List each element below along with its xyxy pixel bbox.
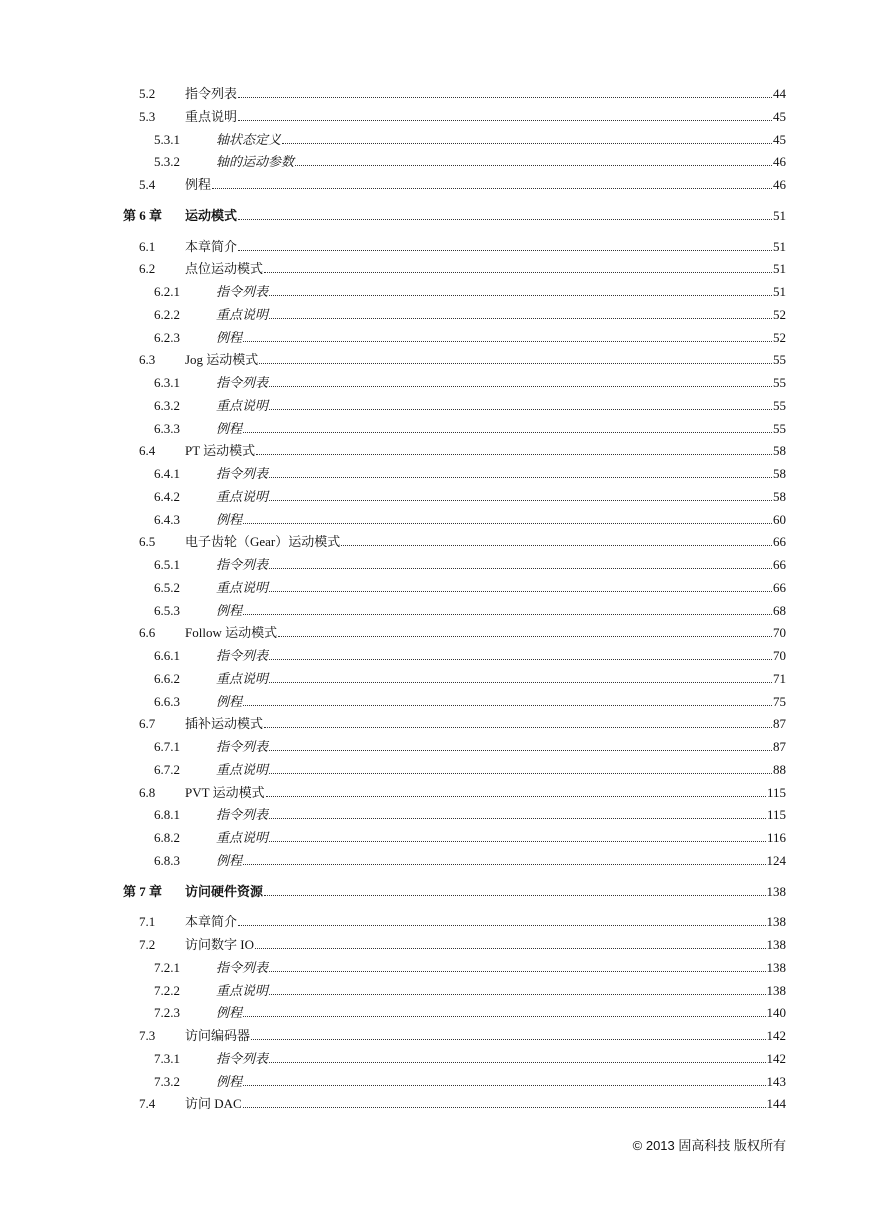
toc-entry-title: 指令列表 xyxy=(216,959,269,975)
toc-page-number: 58 xyxy=(773,466,786,481)
toc-entry-number: 6.8.2 xyxy=(154,830,180,845)
toc-dot-leader xyxy=(264,894,765,896)
toc-entry-title: 重点说明 xyxy=(216,830,269,845)
toc-entry-line xyxy=(185,349,786,372)
toc-dot-leader xyxy=(238,249,772,251)
toc-section-entry[interactable] xyxy=(0,934,869,957)
toc-entry-number: 7.4 xyxy=(139,1096,156,1112)
toc-page-number: 138 xyxy=(766,982,786,998)
toc-page-number: 138 xyxy=(766,883,786,899)
toc-dot-leader xyxy=(269,385,772,387)
toc-entry-number: 6.5.1 xyxy=(154,557,180,572)
toc-page-number: 55 xyxy=(773,352,786,368)
toc-entry-number: 第 7 章 xyxy=(123,883,163,899)
toc-page-number: 138 xyxy=(766,914,786,930)
toc-entry-title: 例程 xyxy=(216,602,243,618)
toc-entry-line xyxy=(216,577,786,600)
toc-subsection-entry[interactable] xyxy=(0,327,869,350)
toc-entry-line xyxy=(216,759,786,782)
toc-entry-line xyxy=(185,881,786,904)
toc-subsection-entry[interactable] xyxy=(0,304,869,327)
toc-entry-line xyxy=(216,372,786,395)
toc-entry-line xyxy=(216,129,786,152)
toc-page-number: 142 xyxy=(766,1050,786,1066)
toc-subsection-entry[interactable] xyxy=(0,600,869,623)
toc-dot-leader xyxy=(269,817,766,819)
toc-dot-leader xyxy=(269,658,772,660)
toc-entry-number: 6.3.2 xyxy=(154,397,180,413)
toc-subsection-entry[interactable] xyxy=(0,850,869,873)
toc-entry-line xyxy=(185,205,786,228)
toc-entry-title: 访问数字 IO xyxy=(185,937,254,952)
toc-entry-title: Follow 运动模式 xyxy=(185,625,278,641)
toc-page-number: 70 xyxy=(773,625,786,641)
toc-dot-leader xyxy=(269,590,772,592)
toc-entry-title: 例程 xyxy=(216,420,243,436)
toc-entry-line xyxy=(216,600,786,623)
toc-page-number: 68 xyxy=(773,602,786,618)
toc-page-number: 60 xyxy=(773,511,786,527)
toc-page-number: 55 xyxy=(773,397,786,413)
toc-page-number: 58 xyxy=(773,443,786,459)
toc-entry-line xyxy=(185,713,786,736)
toc-page-number: 45 xyxy=(773,108,786,124)
toc-entry-number: 6.4.2 xyxy=(154,488,180,504)
toc-entry-title: 指令列表 xyxy=(185,86,238,101)
toc-dot-leader xyxy=(269,772,772,774)
toc-entry-title: 访问编码器 xyxy=(185,1028,251,1043)
toc-entry-line xyxy=(216,463,786,486)
toc-entry-number: 5.3.1 xyxy=(154,131,180,147)
toc-section-entry[interactable] xyxy=(0,236,869,259)
toc-dot-leader xyxy=(238,119,772,121)
toc-page-number: 51 xyxy=(773,284,786,299)
toc-entry-line xyxy=(216,1071,786,1094)
toc-entry-number: 6.6 xyxy=(139,625,156,641)
toc-entry-number: 6.6.1 xyxy=(154,648,180,663)
toc-page-number: 46 xyxy=(773,154,786,170)
toc-entry-title: 轴的运动参数 xyxy=(216,154,295,170)
toc-page-number: 71 xyxy=(773,670,786,686)
toc-entry-title: 例程 xyxy=(216,1073,243,1089)
toc-page-number: 52 xyxy=(773,306,786,322)
toc-entry-title: 指令列表 xyxy=(216,557,269,572)
toc-entry-number: 6.3.1 xyxy=(154,375,180,390)
toc-section-entry[interactable] xyxy=(0,258,869,281)
toc-page-number: 66 xyxy=(773,579,786,595)
toc-dot-leader xyxy=(269,499,772,501)
toc-section-entry[interactable] xyxy=(0,1025,869,1048)
toc-entry-number: 6.5.3 xyxy=(154,602,180,618)
toc-entry-line xyxy=(216,395,786,418)
toc-entry-title: Jog 运动模式 xyxy=(185,352,259,368)
toc-subsection-entry[interactable] xyxy=(0,554,869,577)
toc-entry-line xyxy=(185,258,786,281)
toc-entry-number: 7.3 xyxy=(139,1028,156,1043)
toc-entry-line xyxy=(216,804,786,827)
toc-page-number: 70 xyxy=(773,648,786,663)
toc-entry-title: 重点说明 xyxy=(216,306,269,322)
toc-entry-number: 7.2.1 xyxy=(154,959,180,975)
toc-entry-number: 6.2 xyxy=(139,261,156,277)
toc-entry-line xyxy=(216,827,786,850)
toc-entry-number: 6.8.3 xyxy=(154,852,180,868)
toc-page-number: 66 xyxy=(773,534,786,550)
toc-page-number: 115 xyxy=(766,807,786,823)
toc-entry-line xyxy=(216,957,786,980)
toc-subsection-entry[interactable] xyxy=(0,395,869,418)
toc-entry-title: 指令列表 xyxy=(216,1050,269,1066)
toc-entry-title: 指令列表 xyxy=(216,466,269,481)
toc-entry-number: 6.7.1 xyxy=(154,739,180,754)
toc-dot-leader xyxy=(238,96,772,98)
toc-dot-leader xyxy=(269,408,772,410)
toc-subsection-entry[interactable] xyxy=(0,1002,869,1025)
toc-dot-leader xyxy=(269,840,766,842)
toc-entry-number: 6.2.2 xyxy=(154,306,180,322)
toc-entry-number: 6.3 xyxy=(139,352,156,368)
toc-dot-leader xyxy=(278,635,772,637)
toc-entry-title: 轴状态定义 xyxy=(216,131,282,147)
toc-entry-line xyxy=(216,980,786,1003)
toc-page-number: 138 xyxy=(766,937,786,952)
toc-entry-line xyxy=(185,440,786,463)
toc-entry-title: 指令列表 xyxy=(216,284,269,299)
toc-entry-title: 访问 DAC xyxy=(185,1096,242,1112)
toc-page-number: 87 xyxy=(773,739,786,754)
toc-entry-title: PVT 运动模式 xyxy=(185,784,265,800)
toc-section-entry[interactable] xyxy=(0,1093,869,1116)
copyright-footer: © 2013 固高科技 版权所有 xyxy=(632,1138,786,1153)
toc-dot-leader xyxy=(259,362,772,364)
toc-entry-line xyxy=(216,486,786,509)
toc-section-entry[interactable] xyxy=(0,349,869,372)
toc-section-entry[interactable] xyxy=(0,713,869,736)
toc-dot-leader xyxy=(295,164,772,166)
toc-dot-leader xyxy=(269,294,772,296)
toc-entry-number: 6.2.3 xyxy=(154,329,180,345)
toc-entry-title: 重点说明 xyxy=(216,488,269,504)
toc-entry-number: 6.4.3 xyxy=(154,511,180,527)
toc-entry-number: 6.6.2 xyxy=(154,670,180,686)
toc-entry-line xyxy=(185,531,786,554)
toc-subsection-entry[interactable] xyxy=(0,1048,869,1071)
toc-entry-title: 指令列表 xyxy=(216,648,269,663)
toc-dot-leader xyxy=(212,187,772,189)
toc-subsection-entry[interactable] xyxy=(0,509,869,532)
toc-page-number: 51 xyxy=(773,207,786,223)
toc-entry-line xyxy=(216,668,786,691)
toc-page-number: 138 xyxy=(766,959,786,975)
toc-entry-line xyxy=(185,83,786,106)
toc-subsection-entry[interactable] xyxy=(0,691,869,714)
toc-entry-number: 6.5.2 xyxy=(154,579,180,595)
toc-page-number: 142 xyxy=(766,1028,786,1043)
toc-entry-line xyxy=(216,281,786,304)
toc-entry-number: 6.1 xyxy=(139,238,156,254)
toc-page-number: 51 xyxy=(773,238,786,254)
toc-entry-number: 5.3.2 xyxy=(154,154,180,170)
toc-entry-number: 5.4 xyxy=(139,177,156,192)
toc-dot-leader xyxy=(238,924,765,926)
toc-subsection-entry[interactable] xyxy=(0,486,869,509)
toc-page-number: 88 xyxy=(773,761,786,777)
toc-dot-leader xyxy=(243,1106,766,1108)
toc-entry-title: 重点说明 xyxy=(216,579,269,595)
toc-subsection-entry[interactable] xyxy=(0,281,869,304)
toc-entry-line xyxy=(216,509,786,532)
toc-subsection-entry[interactable] xyxy=(0,418,869,441)
toc-page-number: 58 xyxy=(773,488,786,504)
toc-entry-number: 6.6.3 xyxy=(154,693,180,709)
toc-entry-line xyxy=(185,1093,786,1116)
toc-entry-number: 7.2.2 xyxy=(154,982,180,998)
toc-entry-number: 6.5 xyxy=(139,534,156,550)
toc-entry-line xyxy=(216,736,786,759)
toc-page-number: 140 xyxy=(766,1005,786,1021)
toc-page-number: 87 xyxy=(773,716,786,732)
toc-section-entry[interactable] xyxy=(0,106,869,129)
toc-dot-leader xyxy=(243,522,772,524)
toc-entry-number: 7.2.3 xyxy=(154,1005,180,1021)
toc-entry-title: 重点说明 xyxy=(216,982,269,998)
toc-dot-leader xyxy=(269,970,765,972)
toc-entry-title: 例程 xyxy=(216,1005,243,1021)
toc-dot-leader xyxy=(238,218,772,220)
toc-page-number: 52 xyxy=(773,329,786,345)
toc-subsection-entry[interactable] xyxy=(0,129,869,152)
toc-entry-title: 点位运动模式 xyxy=(185,261,264,277)
toc-dot-leader xyxy=(264,271,772,273)
toc-dot-leader xyxy=(269,993,765,995)
toc-entry-line xyxy=(216,645,786,668)
toc-subsection-entry[interactable] xyxy=(0,372,869,395)
toc-dot-leader xyxy=(269,749,772,751)
toc-entry-number: 6.3.3 xyxy=(154,420,180,436)
toc-dot-leader xyxy=(243,340,772,342)
toc-entry-title: 本章简介 xyxy=(185,238,238,254)
toc-entry-number: 6.8 xyxy=(139,784,156,800)
toc-page-number: 116 xyxy=(766,830,786,845)
toc-entry-line xyxy=(216,1002,786,1025)
toc-entry-number: 6.4.1 xyxy=(154,466,180,481)
toc-dot-leader xyxy=(243,863,765,865)
toc-entry-line xyxy=(185,622,786,645)
toc-subsection-entry[interactable] xyxy=(0,151,869,174)
toc-entry-line xyxy=(185,911,786,934)
toc-page-number: 144 xyxy=(766,1096,786,1112)
toc-entry-line xyxy=(216,1048,786,1071)
toc-subsection-entry[interactable] xyxy=(0,827,869,850)
toc-entry-number: 5.3 xyxy=(139,108,156,124)
toc-entry-line xyxy=(185,236,786,259)
toc-subsection-entry[interactable] xyxy=(0,1071,869,1094)
toc-subsection-entry[interactable] xyxy=(0,804,869,827)
toc-entry-line xyxy=(185,174,786,197)
toc-page-number: 66 xyxy=(773,557,786,572)
toc-entry-title: 例程 xyxy=(216,329,243,345)
toc-chapter-entry[interactable] xyxy=(0,205,869,228)
toc-subsection-entry[interactable] xyxy=(0,759,869,782)
toc-section-entry[interactable] xyxy=(0,174,869,197)
toc-entry-title: 运动模式 xyxy=(185,207,238,223)
table-of-contents xyxy=(0,83,869,1116)
toc-entry-title: 重点说明 xyxy=(216,397,269,413)
toc-entry-title: 例程 xyxy=(216,852,243,868)
toc-dot-leader xyxy=(243,1015,765,1017)
toc-entry-line xyxy=(216,327,786,350)
toc-entry-number: 第 6 章 xyxy=(123,207,163,223)
toc-entry-line xyxy=(185,106,786,129)
toc-section-entry[interactable] xyxy=(0,782,869,805)
toc-entry-line xyxy=(185,1025,786,1048)
toc-entry-title: 例程 xyxy=(185,177,212,192)
toc-page-number: 51 xyxy=(773,261,786,277)
toc-page-number: 124 xyxy=(766,852,786,868)
toc-subsection-entry[interactable] xyxy=(0,463,869,486)
toc-entry-number: 6.2.1 xyxy=(154,284,180,299)
toc-entry-title: 例程 xyxy=(216,511,243,527)
toc-dot-leader xyxy=(243,431,772,433)
toc-entry-title: 重点说明 xyxy=(216,761,269,777)
toc-entry-number: 6.8.1 xyxy=(154,807,180,823)
toc-section-entry[interactable] xyxy=(0,531,869,554)
toc-entry-title: 电子齿轮（Gear）运动模式 xyxy=(185,534,341,550)
toc-entry-number: 5.2 xyxy=(139,86,156,101)
toc-dot-leader xyxy=(269,317,772,319)
toc-entry-title: 本章简介 xyxy=(185,914,238,930)
toc-entry-line xyxy=(216,554,786,577)
toc-subsection-entry[interactable] xyxy=(0,645,869,668)
toc-entry-number: 6.7 xyxy=(139,716,156,732)
toc-entry-line xyxy=(216,304,786,327)
toc-entry-number: 6.7.2 xyxy=(154,761,180,777)
toc-subsection-entry[interactable] xyxy=(0,736,869,759)
toc-entry-line xyxy=(216,850,786,873)
toc-entry-line xyxy=(216,418,786,441)
toc-page-number: 55 xyxy=(773,420,786,436)
toc-entry-number: 7.1 xyxy=(139,914,156,930)
toc-entry-title: 指令列表 xyxy=(216,739,269,754)
toc-dot-leader xyxy=(255,947,766,949)
toc-section-entry[interactable] xyxy=(0,83,869,106)
toc-page-number: 55 xyxy=(773,375,786,390)
toc-entry-number: 7.3.2 xyxy=(154,1073,180,1089)
toc-subsection-entry[interactable] xyxy=(0,980,869,1003)
toc-entry-title: 例程 xyxy=(216,693,243,709)
toc-subsection-entry[interactable] xyxy=(0,957,869,980)
toc-page-number: 45 xyxy=(773,131,786,147)
toc-entry-title: 插补运动模式 xyxy=(185,716,264,732)
toc-dot-leader xyxy=(243,1084,765,1086)
toc-page-number: 143 xyxy=(766,1073,786,1089)
toc-page-number: 44 xyxy=(773,86,786,101)
toc-dot-leader xyxy=(269,476,772,478)
toc-dot-leader xyxy=(269,1061,765,1063)
toc-dot-leader xyxy=(266,795,766,797)
toc-page-number: 75 xyxy=(773,693,786,709)
toc-entry-number: 7.3.1 xyxy=(154,1050,180,1066)
toc-subsection-entry[interactable] xyxy=(0,577,869,600)
toc-dot-leader xyxy=(341,544,772,546)
toc-entry-number: 6.4 xyxy=(139,443,156,459)
toc-dot-leader xyxy=(251,1038,765,1040)
toc-entry-line xyxy=(216,691,786,714)
toc-dot-leader xyxy=(243,704,772,706)
toc-section-entry[interactable] xyxy=(0,911,869,934)
toc-dot-leader xyxy=(264,726,772,728)
toc-chapter-entry[interactable] xyxy=(0,881,869,904)
toc-dot-leader xyxy=(243,613,772,615)
toc-entry-title: 重点说明 xyxy=(216,670,269,686)
toc-entry-line xyxy=(185,782,786,805)
toc-entry-title: PT 运动模式 xyxy=(185,443,256,459)
toc-entry-line xyxy=(216,151,786,174)
toc-entry-title: 访问硬件资源 xyxy=(185,883,264,899)
toc-entry-title: 指令列表 xyxy=(216,807,269,823)
toc-entry-title: 指令列表 xyxy=(216,375,269,390)
toc-dot-leader xyxy=(282,142,772,144)
toc-page-number: 115 xyxy=(766,784,786,800)
toc-page-number: 46 xyxy=(773,177,786,192)
toc-section-entry[interactable] xyxy=(0,440,869,463)
toc-dot-leader xyxy=(256,453,772,455)
toc-dot-leader xyxy=(269,681,772,683)
toc-subsection-entry[interactable] xyxy=(0,668,869,691)
toc-dot-leader xyxy=(269,567,772,569)
toc-entry-line xyxy=(185,934,786,957)
toc-entry-number: 7.2 xyxy=(139,937,156,952)
toc-entry-title: 重点说明 xyxy=(185,108,238,124)
toc-section-entry[interactable] xyxy=(0,622,869,645)
